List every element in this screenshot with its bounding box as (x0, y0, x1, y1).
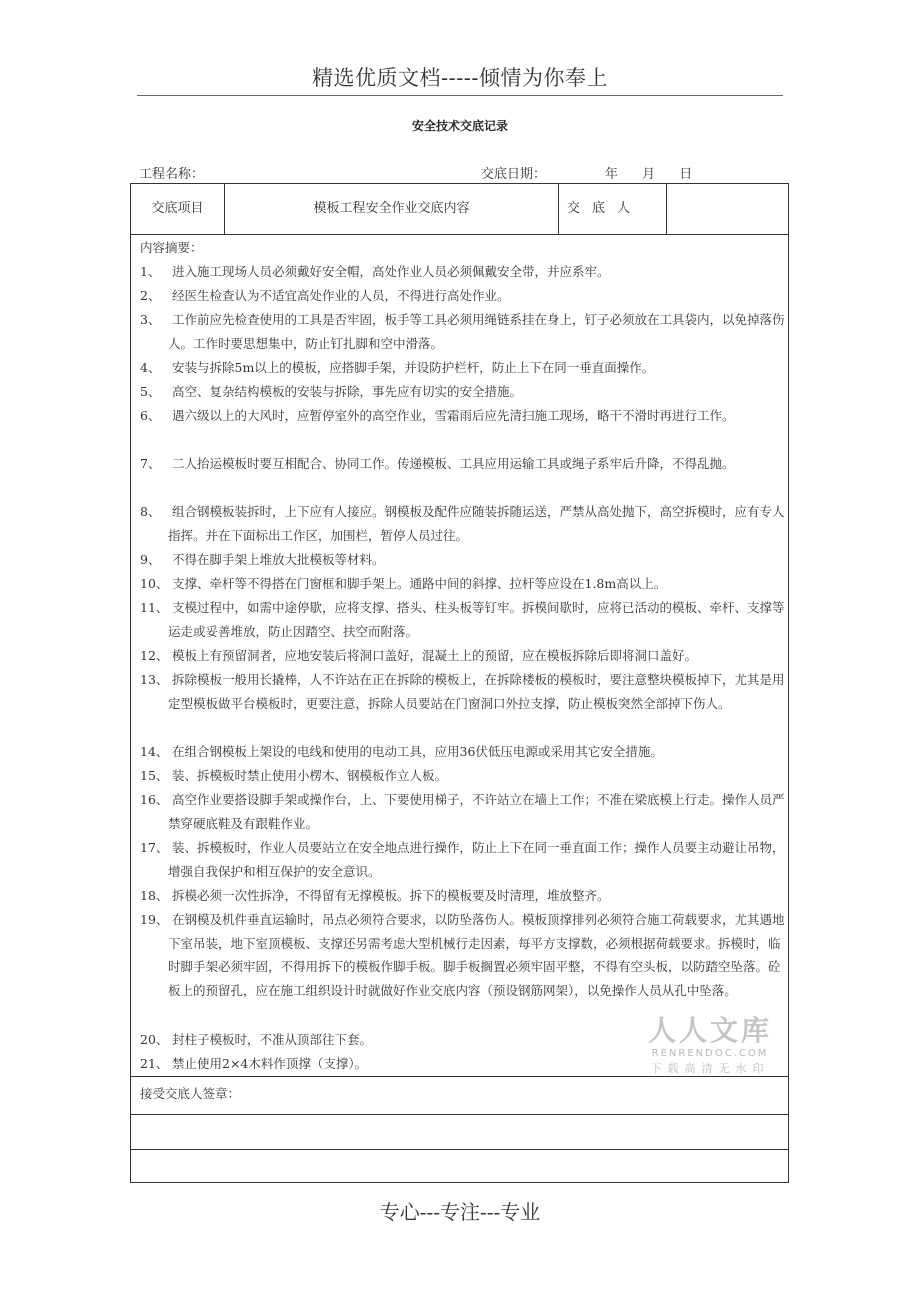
list-item (140, 740, 788, 764)
item-text: 在组合钢模板上架设的电线和使用的电动工具，应用36伏低压电源或采用其它安全措施。 (172, 744, 663, 759)
list-item (140, 764, 788, 788)
person-value-cell (668, 184, 788, 234)
item-text: 遇六级以上的大风时，应暂停室外的高空作业，雪霜雨后应先清扫施工现场，略干不滑时再进行工作。 (172, 408, 735, 423)
item-text: 在钢模及机件垂直运输时，吊点必须符合要求，以防坠落伤人。模板顶撑排列必须符合施工荷载要求，尤其遇地下室吊装，地下室顶模板、支撑还另需考虑大型机械行走因素，每平方支撑数，必须根据荷载要求。拆模时，临时脚手架必须牢固，不得用拆下的模板作脚手板。脚手板搁置必须牢固平整，不得有空头板，以防踏空坠落。砼板上的预留孔，应在施工组织设计时就做好作业交底内容（预设钢筋网架），以免操作人员从孔中坠落。 (168, 912, 785, 998)
item-number: 15、 (140, 768, 169, 783)
item-number: 10、 (140, 576, 169, 591)
item-text: 拆模必须一次性拆净，不得留有无撑模板。拆下的模板要及时清理，堆放整齐。 (172, 888, 610, 903)
watermark-brand: 人人文库 (647, 1014, 772, 1047)
signature-blank-row (131, 1115, 788, 1150)
item-number: 12、 (140, 648, 169, 663)
item-value-cell: 模板工程安全作业交底内容 (225, 184, 559, 234)
item-text: 工作前应先检查使用的工具是否牢固，板手等工具必须用绳链系挂在身上，钉子必须放在工具袋内，以免掉落伤人。工作时要思想集中，防止钉扎脚和空中滑落。 (168, 312, 785, 351)
item-number: 13、 (140, 672, 169, 687)
person-label-cell: 交底人 (559, 184, 667, 234)
item-number: 5、 (140, 384, 161, 399)
item-text: 高空、复杂结构模板的安装与拆除，事先应有切实的安全措施。 (172, 384, 523, 399)
list-item (140, 644, 788, 668)
item-text: 支撑、牵杆等不得搭在门窗框和脚手架上。通路中间的斜撑、拉杆等应设在1.8m高以上。 (172, 576, 667, 591)
item-number: 6、 (140, 408, 161, 423)
list-item (140, 908, 788, 1002)
content-heading: 内容摘要： (140, 240, 203, 255)
item-text: 装、拆模板时，作业人员要站立在安全地点进行操作，防止上下在同一垂直面工作；操作人员要主动避让吊物，增强自我保护和相互保护的安全意识。 (168, 840, 785, 879)
item-text: 进入施工现场人员必须戴好安全帽，高处作业人员必须佩戴安全带，并应系牢。 (172, 264, 610, 279)
item-text: 不得在脚手架上堆放大批模板等材料。 (172, 552, 385, 567)
list-item (140, 836, 788, 883)
content-section (131, 235, 788, 1077)
watermark-url: RENRENDOC.COM (651, 1048, 769, 1059)
item-number: 17、 (140, 840, 169, 855)
item-number: 11、 (140, 600, 169, 615)
item-text: 拆除模板一般用长撬棒，人不许站在正在拆除的模板上，在拆除楼板的模板时，要注意整块模板掉下，尤其是用定型模板做平台模板时，更要注意，拆除人员要站在门窗洞口外拉支撑，防止模板突然全部掉下伤人。 (168, 672, 785, 711)
list-item (140, 788, 788, 835)
item-number: 8、 (140, 504, 161, 519)
item-text: 高空作业要搭设脚手架或操作台，上、下要使用梯子，不许站立在墙上工作；不准在梁底模上行走。操作人员严禁穿硬底鞋及有跟鞋作业。 (168, 792, 785, 831)
item-number: 21、 (140, 1056, 169, 1071)
list-item (140, 356, 788, 380)
page-footer: 专心---专注---专业 (379, 1200, 541, 1224)
list-item (140, 404, 788, 428)
page-banner: 精选优质文档-----倾情为你奉上 (312, 66, 608, 90)
item-number: 2、 (140, 288, 161, 303)
item-number: 4、 (140, 360, 161, 375)
item-number: 14、 (140, 744, 169, 759)
list-item (140, 668, 788, 715)
item-number: 7、 (140, 456, 161, 471)
list-item (140, 260, 788, 284)
list-item (140, 500, 788, 547)
item-text: 支模过程中，如需中途停歇，应将支撑、搭头、柱头板等钉牢。拆模间歇时，应将已活动的模板、牵杆、支撑等运走或妥善堆放，防止因踏空、扶空而附落。 (168, 600, 785, 639)
form-header-row (131, 184, 788, 235)
list-item (140, 308, 788, 355)
signature-label: 接受交底人签章： (140, 1086, 241, 1101)
date-label: 交底日期： (481, 167, 547, 182)
item-number: 19、 (140, 912, 169, 927)
item-text: 经医生检查认为不适宜高处作业的人员，不得进行高处作业。 (172, 288, 510, 303)
item-text: 装、拆模板时禁止使用小楞木、钢模板作立人板。 (172, 768, 448, 783)
item-text: 封柱子模板时，不准从顶部往下套。 (172, 1032, 373, 1047)
item-number: 16、 (140, 792, 169, 807)
list-item (140, 452, 788, 476)
watermark-tagline: 下载高清无水印 (650, 1062, 770, 1075)
item-text: 安装与拆除5m以上的模板，应搭脚手架，并设防护栏杆，防止上下在同一垂直面操作。 (172, 360, 655, 375)
item-text: 组合钢模板装拆时，上下应有人接应。钢模板及配件应随装拆随运送，严禁从高处抛下，高空拆模时，应有专人指挥。并在下面标出工作区，加围栏，暂停人员过往。 (168, 504, 785, 543)
item-number: 20、 (140, 1032, 169, 1047)
project-name-label: 工程名称： (139, 167, 205, 182)
item-number: 3、 (140, 312, 161, 327)
list-item (140, 884, 788, 908)
date-units: 年 月 日 (605, 167, 693, 182)
watermark (646, 1015, 774, 1077)
document-title: 安全技术交底记录 (411, 119, 508, 133)
list-item (140, 572, 788, 596)
item-text: 二人抬运模板时要互相配合、协同工作。传递模板、工具应用运输工具或绳子系牢后升降，不得乱抛。 (172, 456, 735, 471)
list-item (140, 284, 788, 308)
item-label-cell: 交底项目 (131, 184, 225, 234)
item-text: 模板上有预留洞者，应地安装后将洞口盖好，混凝土上的预留，应在模板拆除后即将洞口盖好。 (172, 648, 698, 663)
header-divider (137, 95, 783, 96)
list-item (140, 596, 788, 643)
item-number: 18、 (140, 888, 169, 903)
list-item (140, 380, 788, 404)
item-text: 禁止使用2×4木料作顶撑（支撑）。 (172, 1056, 368, 1071)
item-number: 1、 (140, 264, 161, 279)
item-number: 9、 (140, 552, 161, 567)
signature-row (131, 1076, 788, 1115)
list-item (140, 548, 788, 572)
